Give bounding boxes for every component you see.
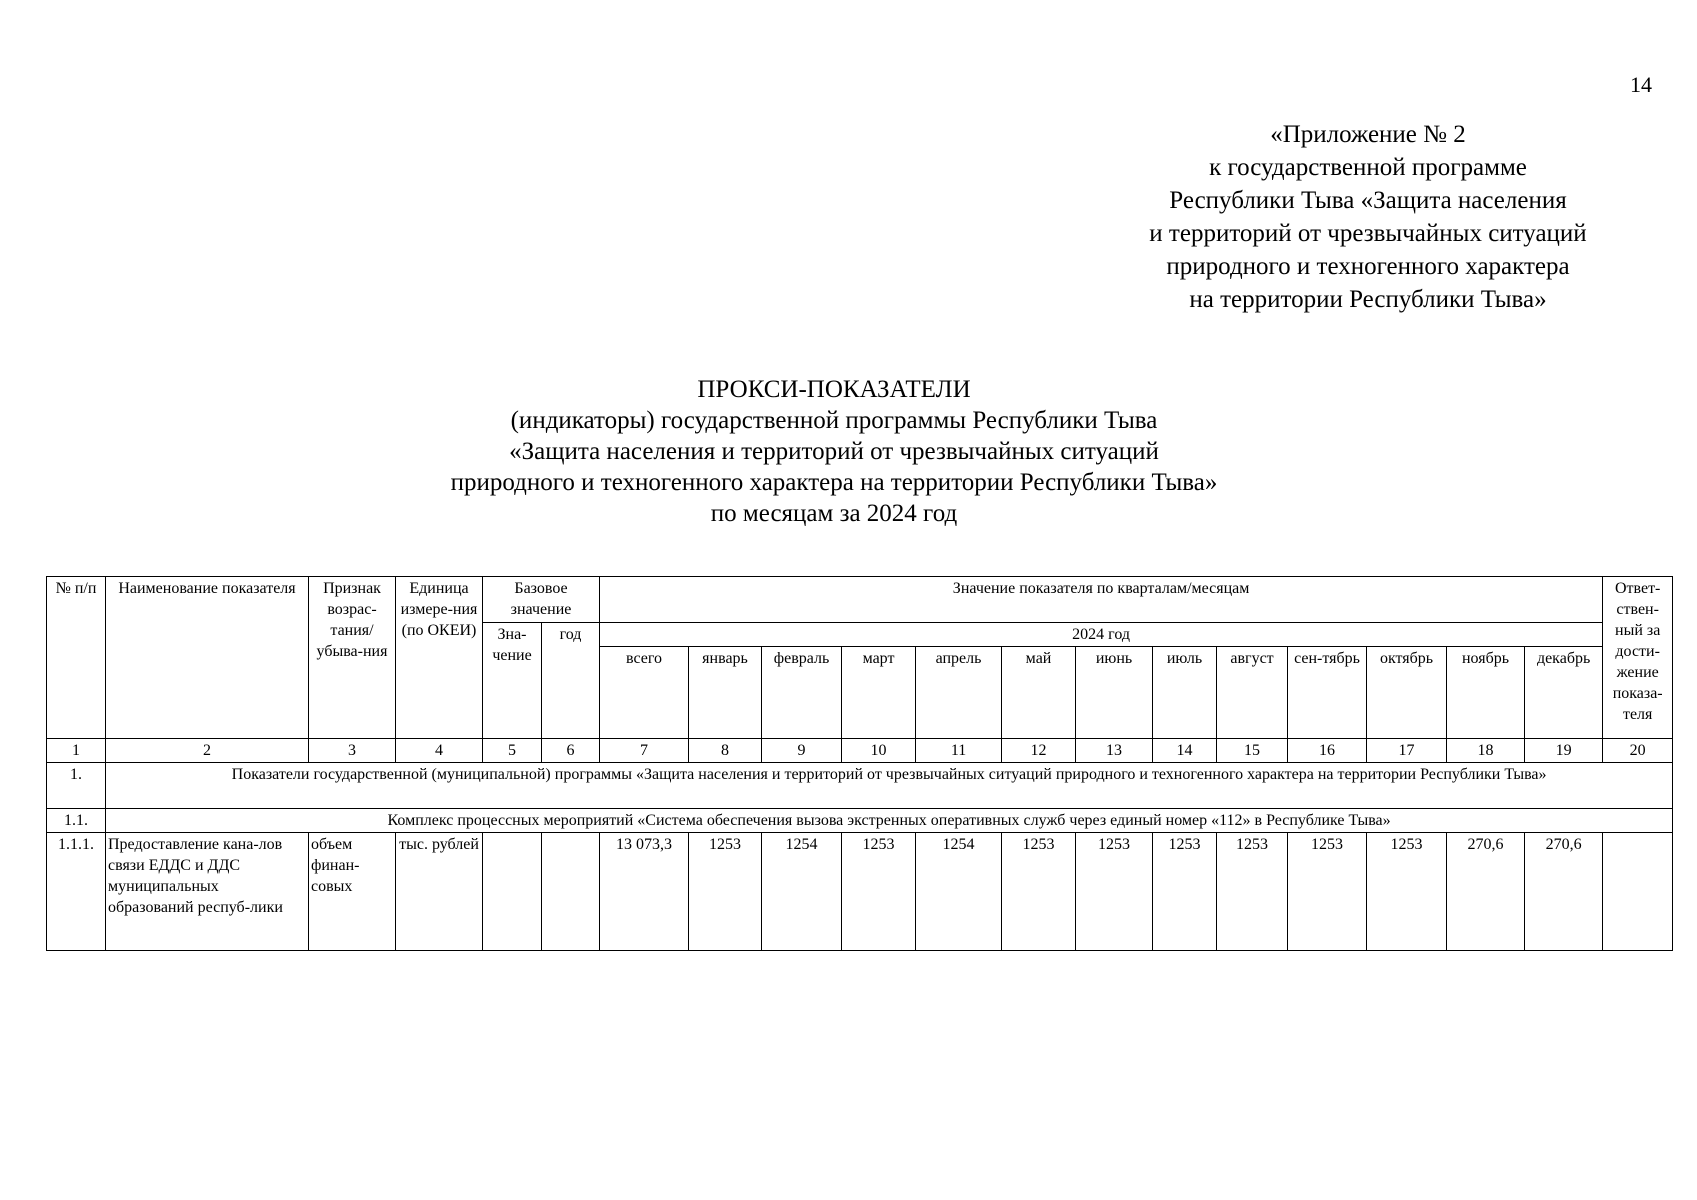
row-value-month: 1253: [1153, 833, 1217, 951]
subsection-number: 1.1.: [47, 809, 106, 833]
header-month: октябрь: [1367, 647, 1447, 739]
header-month: июль: [1153, 647, 1217, 739]
row-value-month: 1253: [1367, 833, 1447, 951]
column-number: 5: [483, 739, 542, 763]
subsection-row: [47, 809, 1673, 833]
header-month: декабрь: [1525, 647, 1603, 739]
appendix-line: и территорий от чрезвычайных ситуаций: [1149, 220, 1587, 247]
header-unit: Единица измере-ния (по ОКЕИ): [396, 577, 483, 739]
row-value-total: 13 073,3: [600, 833, 689, 951]
page-number: 14: [1630, 72, 1652, 97]
column-number: 4: [396, 739, 483, 763]
header-num: № п/п: [47, 577, 106, 739]
header-name: Наименование показателя: [106, 577, 309, 739]
appendix-reference: [1108, 118, 1628, 316]
appendix-line: природного и техногенного характера: [1166, 253, 1570, 280]
row-name: Предоставление кана-лов связи ЕДДС и ДДС муниципальных образований респуб-лики: [106, 833, 309, 951]
title-line: «Защита населения и территорий от чрезвычайных ситуаций: [509, 438, 1159, 465]
header-month: февраль: [762, 647, 842, 739]
appendix-line: на территории Республики Тыва»: [1189, 286, 1547, 313]
document-title: [334, 374, 1334, 529]
row-value-month: 1253: [842, 833, 916, 951]
title-line: природного и техногенного характера на территории Республики Тыва»: [450, 469, 1218, 496]
row-value-month: 270,6: [1525, 833, 1603, 951]
row-number: 1.1.1.: [47, 833, 106, 951]
column-number: 13: [1076, 739, 1153, 763]
table-row: [47, 833, 1673, 951]
column-number: 18: [1447, 739, 1525, 763]
indicators-table: [46, 576, 1673, 951]
row-value-month: 1253: [1002, 833, 1076, 951]
column-number: 6: [542, 739, 600, 763]
row-value-month: 1253: [689, 833, 762, 951]
column-numbers-row: [47, 739, 1673, 763]
column-number: 2: [106, 739, 309, 763]
header-base-year: год: [542, 623, 600, 739]
column-number: 12: [1002, 739, 1076, 763]
appendix-line: «Приложение № 2: [1270, 121, 1466, 148]
title-line: ПРОКСИ-ПОКАЗАТЕЛИ: [697, 376, 971, 403]
header-month: сен-тябрь: [1288, 647, 1367, 739]
column-number: 16: [1288, 739, 1367, 763]
header-month: июнь: [1076, 647, 1153, 739]
header-month: всего: [600, 647, 689, 739]
subsection-title: Комплекс процессных мероприятий «Система обеспечения вызова экстренных оперативных служб через единый номер «112» в Республике Тыва»: [106, 809, 1673, 833]
section-title: Показатели государственной (муниципальной) программы «Защита населения и территорий от чрезвычайных ситуаций природного и техногенного характера на территории Республики Тыва»: [106, 763, 1673, 809]
column-number: 19: [1525, 739, 1603, 763]
title-line: по месяцам за 2024 год: [710, 500, 958, 527]
row-base-year: [542, 833, 600, 951]
column-number: 10: [842, 739, 916, 763]
appendix-line: к государственной программе: [1209, 154, 1527, 181]
section-number: 1.: [47, 763, 106, 809]
title-line: (индикаторы) государственной программы Республики Тыва: [510, 407, 1158, 434]
row-unit: тыс. рублей: [396, 833, 483, 951]
column-number: 15: [1217, 739, 1288, 763]
column-number: 9: [762, 739, 842, 763]
column-number: 14: [1153, 739, 1217, 763]
header-values-by-period: Значение показателя по кварталам/месяцам: [600, 577, 1603, 623]
header-month: август: [1217, 647, 1288, 739]
header-month: январь: [689, 647, 762, 739]
header-trend: Признак возрас-тания/ убыва-ния: [309, 577, 396, 739]
row-value-month: 1253: [1076, 833, 1153, 951]
column-number: 8: [689, 739, 762, 763]
row-value-month: 1253: [1217, 833, 1288, 951]
row-trend: объем финан-совых: [309, 833, 396, 951]
row-value-month: 1254: [762, 833, 842, 951]
column-number: 3: [309, 739, 396, 763]
row-value-month: 1253: [1288, 833, 1367, 951]
column-number: 7: [600, 739, 689, 763]
row-responsible: [1603, 833, 1673, 951]
row-base-value: [483, 833, 542, 951]
column-number: 20: [1603, 739, 1673, 763]
header-row-1: [47, 577, 1673, 623]
row-value-month: 270,6: [1447, 833, 1525, 951]
header-base: Базовое значение: [483, 577, 600, 623]
column-number: 1: [47, 739, 106, 763]
header-month: ноябрь: [1447, 647, 1525, 739]
header-month: май: [1002, 647, 1076, 739]
header-base-value: Зна-чение: [483, 623, 542, 739]
column-number: 11: [916, 739, 1002, 763]
header-month: апрель: [916, 647, 1002, 739]
header-month: март: [842, 647, 916, 739]
appendix-line: Республики Тыва «Защита населения: [1169, 187, 1567, 214]
header-responsible: Ответ-ствен-ный за дости-жение показа-теля: [1603, 577, 1673, 739]
row-value-month: 1254: [916, 833, 1002, 951]
header-year: 2024 год: [600, 623, 1603, 647]
column-number: 17: [1367, 739, 1447, 763]
section-row: [47, 763, 1673, 809]
